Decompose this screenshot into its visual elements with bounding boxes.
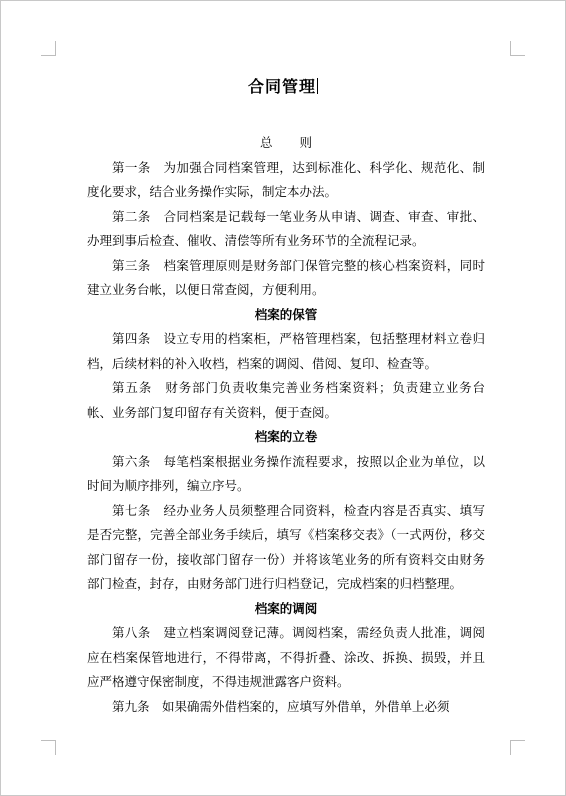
article-2: 第二条 合同档案是记载每一笔业务从申请、调查、审查、审批、办理到事后检查、催收、清偿等所有业务环节的全流程记录。 <box>87 208 485 248</box>
text-cursor <box>317 78 318 94</box>
article-3: 第三条 档案管理原则是财务部门保管完整的核心档案资料，同时建立业务台帐，以便日常查阅，方便利用。 <box>87 257 485 297</box>
article-8: 第八条 建立档案调阅登记薄。调阅档案，需经负责人批准，调阅应在档案保管地进行，不得带离，不得折叠、涂改、拆换、损毁，并且应严格遵守保密制度，不得违规泄露客户资料。 <box>87 625 485 689</box>
article-1: 第一条 为加强合同档案管理，达到标准化、科学化、规范化、制度化要求，结合业务操作实际，制定本办法。 <box>87 159 485 199</box>
article-7: 第七条 经办业务人员须整理合同资料，检查内容是否真实、填写是否完整，完善全部业务手续后，填写《档案移交表》（一式两份，移交部门留存一份，接收部门留存一份）并将该笔业务的所有资料交由财务部门检查，封存，由财务部门进行归档登记，完成档案的归档整理。 <box>87 502 485 591</box>
document-body <box>87 131 485 719</box>
article-9: 第九条 如果确需外借档案的，应填写外借单，外借单上必须 <box>112 698 450 714</box>
section-heading-general: 总则 <box>259 135 339 150</box>
article-5: 第五条 财务部门负责收集完善业务档案资料；负责建立业务台帐、业务部门复印留存有关资料，便于查阅。 <box>87 380 485 420</box>
document-title[interactable] <box>1 74 565 97</box>
section-heading-access: 档案的调阅 <box>254 600 318 616</box>
section-heading-filing: 档案的立卷 <box>254 429 318 444</box>
article-6: 第六条 每笔档案根据业务操作流程要求，按照以企业为单位，以时间为顺序排列，编立序号。 <box>87 453 485 493</box>
page-corner-mark <box>41 41 56 56</box>
section-heading-custody: 档案的保管 <box>254 306 318 322</box>
page-corner-mark <box>510 41 525 56</box>
document-title-text: 合同管理 <box>247 77 316 96</box>
page-corner-mark <box>510 740 525 755</box>
article-4: 第四条 设立专用的档案柜，严格管理档案，包括整理材料立卷归档，后续材料的补入收档，档案的调阅、借阅、复印、检查等。 <box>87 331 485 371</box>
page-corner-mark <box>41 740 56 755</box>
